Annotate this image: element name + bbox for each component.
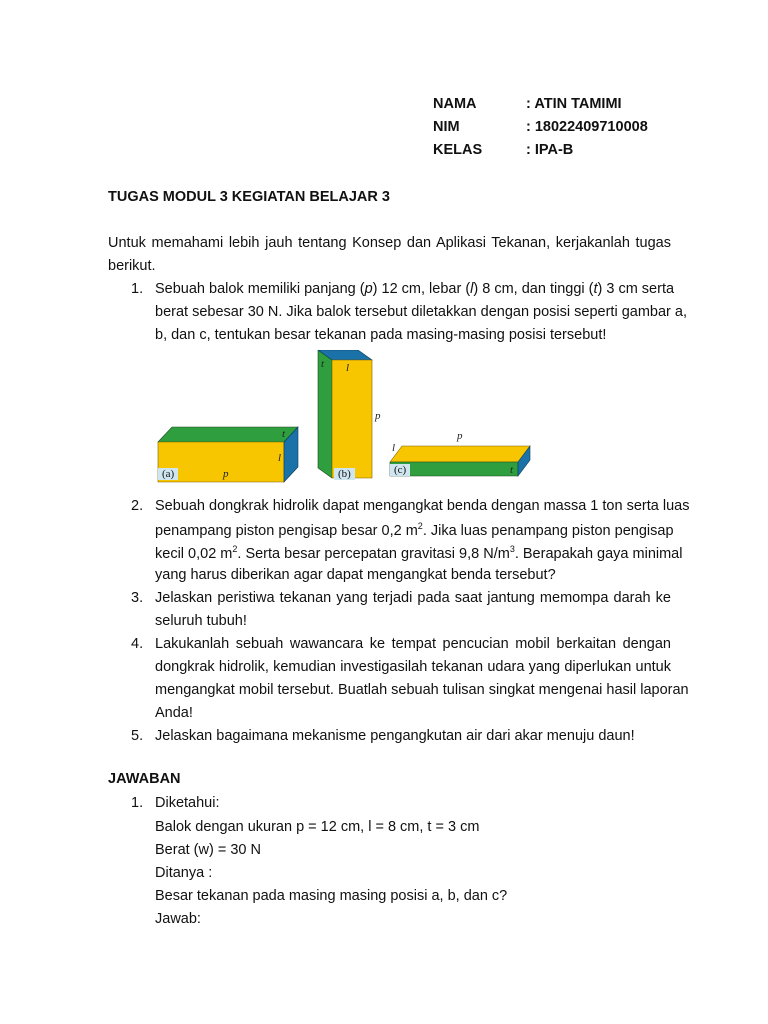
question-4-line-4: Anda!	[155, 705, 193, 721]
kelas-label: KELAS	[433, 142, 483, 158]
answer-line: Berat (w) = 30 N	[155, 842, 261, 858]
answer-number: 1.	[131, 795, 144, 811]
nama-label: NAMA	[433, 96, 477, 112]
question-3-line-2: seluruh tubuh!	[155, 613, 247, 629]
label-a: (a)	[158, 468, 178, 480]
answer-line: Balok dengan ukuran p = 12 cm, l = 8 cm, t = 3 cm	[155, 819, 480, 835]
label-a-l: l	[278, 452, 282, 464]
box-positions-figure	[152, 350, 544, 484]
question-2-line-3: kecil 0,02 $m^2$. Serta besar percepatan gravitasi 9,8 $N/m^3$. Berapakah gaya minimal	[155, 544, 683, 562]
question-1-line-3: b, dan c, tentukan besar tekanan pada masing-masing posisi tersebut!	[155, 327, 607, 343]
jawaban-heading: JAWABAN	[108, 771, 181, 787]
label-b: (b)	[334, 468, 355, 480]
question-5-line-1: Jelaskan bagaimana mekanisme pengangkutan air dari akar menuju daun!	[155, 728, 635, 744]
assignment-title: TUGAS MODUL 3 KEGIATAN BELAJAR 3	[108, 189, 390, 205]
question-3-line-1: Jelaskan peristiwa tekanan yang terjadi pada saat jantung memompa darah ke	[155, 590, 671, 606]
question-2-line-2: penampang piston pengisap besar 0,2 $m^2$. Jika luas penampang piston pengisap	[155, 521, 674, 539]
nim-label: NIM	[433, 119, 460, 135]
question-1-line-2: berat sebesar 30 N. Jika balok tersebut diletakkan dengan posisi seperti gambar a,	[155, 304, 687, 320]
intro-line-1: Untuk memahami lebih jauh tentang Konsep dan Aplikasi Tekanan, kerjakanlah tugas	[108, 235, 671, 251]
box-b	[318, 350, 372, 478]
label-a-t: t	[282, 428, 286, 440]
kelas-value: : IPA-B	[526, 142, 574, 158]
label-c-t: t	[510, 464, 514, 476]
label-c-p: p	[457, 430, 463, 442]
question-2-line-1: Sebuah dongkrak hidrolik dapat mengangkat benda dengan massa 1 ton serta luas	[155, 498, 690, 514]
question-4-line-1: Lakukanlah sebuah wawancara ke tempat pencucian mobil berkaitan dengan	[155, 636, 671, 652]
answer-line: Diketahui:	[155, 795, 220, 811]
nama-value: : ATIN TAMIMI	[526, 96, 622, 112]
question-number: 2.	[131, 498, 144, 514]
label-b-p: p	[375, 410, 381, 422]
label-a-p: p	[223, 468, 229, 480]
label-c-l: l	[392, 442, 396, 454]
question-4-line-2: dongkrak hidrolik, kemudian investigasilah tekanan udara yang diperlukan untuk	[155, 659, 671, 675]
box-c	[390, 446, 530, 476]
label-b-t: t	[321, 358, 325, 370]
question-number: 5.	[131, 728, 144, 744]
question-1-line-1: Sebuah balok memiliki panjang (p) 12 cm, lebar (l) 8 cm, dan tinggi (t) 3 cm serta	[155, 281, 675, 297]
question-2-line-4: yang harus diberikan agar dapat mengangkat benda tersebut?	[155, 567, 556, 583]
label-b-l: l	[346, 362, 350, 374]
question-number: 1.	[131, 281, 144, 297]
answer-line: Ditanya :	[155, 865, 213, 881]
label-c: (c)	[390, 464, 410, 476]
intro-line-2: berikut.	[108, 258, 156, 274]
question-4-line-3: mengangkat mobil tersebut. Buatlah sebuah tulisan singkat mengenai hasil laporan	[155, 682, 689, 698]
question-number: 4.	[131, 636, 144, 652]
question-number: 3.	[131, 590, 144, 606]
nim-value: : 18022409710008	[526, 119, 648, 135]
answer-line: Jawab:	[155, 911, 201, 927]
answer-line: Besar tekanan pada masing masing posisi a, b, dan c?	[155, 888, 508, 904]
